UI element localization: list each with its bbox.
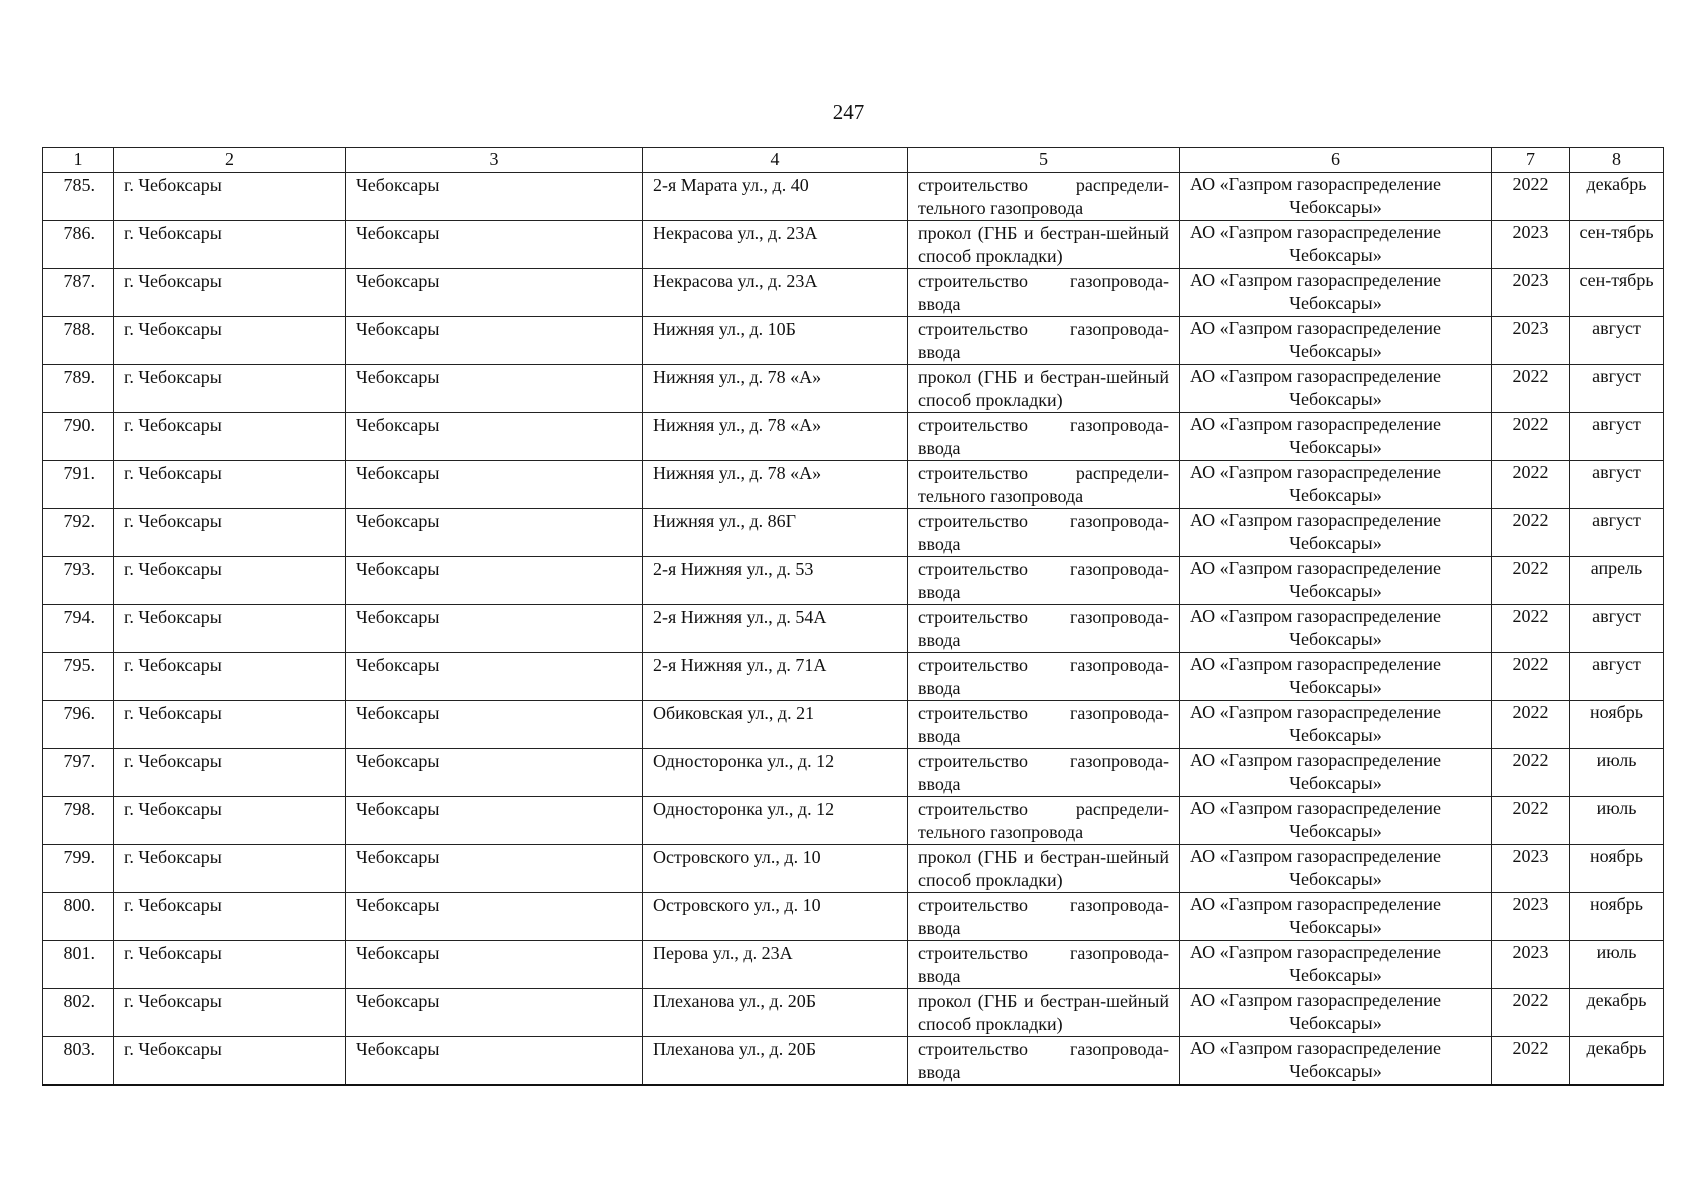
- locality-cell: Чебоксары: [346, 173, 643, 221]
- owner-name-line2: Чебоксары»: [1289, 485, 1382, 505]
- owner-name-line1: АО «Газпром газораспределение: [1190, 798, 1441, 818]
- row-number-cell: 786.: [43, 221, 114, 269]
- month-cell: декабрь: [1570, 173, 1664, 221]
- owner-cell: [1180, 557, 1492, 605]
- year-cell: 2023: [1492, 269, 1570, 317]
- address-cell: Нижняя ул., д. 78 «А»: [643, 461, 908, 509]
- work-type-cell: прокол (ГНБ и бестран-шейный способ прокладки): [908, 221, 1180, 269]
- address-cell: Нижняя ул., д. 78 «А»: [643, 413, 908, 461]
- locality-cell: Чебоксары: [346, 653, 643, 701]
- owner-name-line2: Чебоксары»: [1289, 1061, 1382, 1081]
- address-cell: Нижняя ул., д. 86Г: [643, 509, 908, 557]
- table-row: [43, 701, 1664, 749]
- locality-cell: Чебоксары: [346, 845, 643, 893]
- locality-cell: Чебоксары: [346, 221, 643, 269]
- district-cell: г. Чебоксары: [114, 797, 346, 845]
- table-row: [43, 653, 1664, 701]
- owner-name-line2: Чебоксары»: [1289, 821, 1382, 841]
- row-number-cell: 803.: [43, 1037, 114, 1086]
- page-number: 247: [832, 100, 865, 124]
- row-number-cell: 799.: [43, 845, 114, 893]
- owner-name-line1: АО «Газпром газораспределение: [1190, 846, 1441, 866]
- locality-cell: Чебоксары: [346, 365, 643, 413]
- locality-cell: Чебоксары: [346, 797, 643, 845]
- address-cell: Односторонка ул., д. 12: [643, 797, 908, 845]
- table-row: [43, 413, 1664, 461]
- owner-cell: [1180, 893, 1492, 941]
- row-number-cell: 795.: [43, 653, 114, 701]
- owner-name-line2: Чебоксары»: [1289, 341, 1382, 361]
- owner-name-line1: АО «Газпром газораспределение: [1190, 414, 1441, 434]
- table-row: [43, 797, 1664, 845]
- month-cell: сен-тябрь: [1570, 269, 1664, 317]
- row-number-cell: 794.: [43, 605, 114, 653]
- address-cell: 2-я Нижняя ул., д. 53: [643, 557, 908, 605]
- owner-cell: [1180, 845, 1492, 893]
- owner-name-line2: Чебоксары»: [1289, 437, 1382, 457]
- table-row: [43, 173, 1664, 221]
- work-type-cell: строительство газопровода-ввода: [908, 509, 1180, 557]
- month-cell: август: [1570, 509, 1664, 557]
- work-type-cell: строительство газопровода-ввода: [908, 317, 1180, 365]
- district-cell: г. Чебоксары: [114, 845, 346, 893]
- month-cell: август: [1570, 365, 1664, 413]
- work-type-cell: прокол (ГНБ и бестран-шейный способ прокладки): [908, 845, 1180, 893]
- owner-name-line2: Чебоксары»: [1289, 965, 1382, 985]
- work-type-cell: строительство газопровода-ввода: [908, 893, 1180, 941]
- address-cell: Некрасова ул., д. 23А: [643, 269, 908, 317]
- owner-cell: [1180, 317, 1492, 365]
- table-row: [43, 221, 1664, 269]
- year-cell: 2022: [1492, 413, 1570, 461]
- owner-name-line1: АО «Газпром газораспределение: [1190, 558, 1441, 578]
- year-cell: 2023: [1492, 941, 1570, 989]
- row-number-cell: 800.: [43, 893, 114, 941]
- district-cell: г. Чебоксары: [114, 269, 346, 317]
- year-cell: 2022: [1492, 1037, 1570, 1086]
- work-type-cell: строительство газопровода-ввода: [908, 653, 1180, 701]
- owner-cell: [1180, 1037, 1492, 1086]
- district-cell: г. Чебоксары: [114, 701, 346, 749]
- month-cell: ноябрь: [1570, 845, 1664, 893]
- row-number-cell: 796.: [43, 701, 114, 749]
- month-cell: август: [1570, 317, 1664, 365]
- owner-name-line2: Чебоксары»: [1289, 293, 1382, 313]
- owner-name-line1: АО «Газпром газораспределение: [1190, 750, 1441, 770]
- month-cell: ноябрь: [1570, 701, 1664, 749]
- work-type-cell: строительство газопровода-ввода: [908, 1037, 1180, 1086]
- locality-cell: Чебоксары: [346, 989, 643, 1037]
- locality-cell: Чебоксары: [346, 941, 643, 989]
- row-number-cell: 792.: [43, 509, 114, 557]
- owner-name-line1: АО «Газпром газораспределение: [1190, 318, 1441, 338]
- month-cell: декабрь: [1570, 989, 1664, 1037]
- owner-cell: [1180, 989, 1492, 1037]
- table-row: [43, 461, 1664, 509]
- owner-name-line2: Чебоксары»: [1289, 197, 1382, 217]
- locality-cell: Чебоксары: [346, 893, 643, 941]
- column-header-6: 6: [1180, 148, 1492, 173]
- registry-table: [42, 147, 1664, 1086]
- locality-cell: Чебоксары: [346, 317, 643, 365]
- address-cell: Плеханова ул., д. 20Б: [643, 989, 908, 1037]
- row-number-cell: 797.: [43, 749, 114, 797]
- table-body: [43, 173, 1664, 1086]
- district-cell: г. Чебоксары: [114, 893, 346, 941]
- owner-name-line2: Чебоксары»: [1289, 245, 1382, 265]
- row-number-cell: 789.: [43, 365, 114, 413]
- year-cell: 2022: [1492, 509, 1570, 557]
- month-cell: август: [1570, 605, 1664, 653]
- district-cell: г. Чебоксары: [114, 989, 346, 1037]
- address-cell: Плеханова ул., д. 20Б: [643, 1037, 908, 1086]
- owner-name-line2: Чебоксары»: [1289, 581, 1382, 601]
- owner-name-line1: АО «Газпром газораспределение: [1190, 606, 1441, 626]
- row-number-cell: 798.: [43, 797, 114, 845]
- address-cell: 2-я Марата ул., д. 40: [643, 173, 908, 221]
- work-type-cell: строительство газопровода-ввода: [908, 605, 1180, 653]
- year-cell: 2022: [1492, 605, 1570, 653]
- month-cell: декабрь: [1570, 1037, 1664, 1086]
- work-type-cell: строительство распредели-тельного газопровода: [908, 173, 1180, 221]
- year-cell: 2022: [1492, 701, 1570, 749]
- month-cell: август: [1570, 653, 1664, 701]
- locality-cell: Чебоксары: [346, 413, 643, 461]
- owner-cell: [1180, 461, 1492, 509]
- district-cell: г. Чебоксары: [114, 653, 346, 701]
- address-cell: 2-я Нижняя ул., д. 54А: [643, 605, 908, 653]
- year-cell: 2022: [1492, 797, 1570, 845]
- district-cell: г. Чебоксары: [114, 941, 346, 989]
- work-type-cell: строительство газопровода-ввода: [908, 701, 1180, 749]
- district-cell: г. Чебоксары: [114, 557, 346, 605]
- year-cell: 2022: [1492, 749, 1570, 797]
- district-cell: г. Чебоксары: [114, 509, 346, 557]
- table-row: [43, 989, 1664, 1037]
- table-row: [43, 941, 1664, 989]
- table-row: [43, 1037, 1664, 1086]
- address-cell: Обиковская ул., д. 21: [643, 701, 908, 749]
- table-row: [43, 845, 1664, 893]
- owner-name-line2: Чебоксары»: [1289, 869, 1382, 889]
- header-row: [43, 148, 1664, 173]
- locality-cell: Чебоксары: [346, 605, 643, 653]
- district-cell: г. Чебоксары: [114, 413, 346, 461]
- locality-cell: Чебоксары: [346, 557, 643, 605]
- year-cell: 2022: [1492, 365, 1570, 413]
- owner-name-line1: АО «Газпром газораспределение: [1190, 654, 1441, 674]
- year-cell: 2023: [1492, 221, 1570, 269]
- table-row: [43, 317, 1664, 365]
- owner-name-line2: Чебоксары»: [1289, 533, 1382, 553]
- table-row: [43, 365, 1664, 413]
- column-header-3: 3: [346, 148, 643, 173]
- owner-name-line1: АО «Газпром газораспределение: [1190, 894, 1441, 914]
- year-cell: 2023: [1492, 845, 1570, 893]
- owner-name-line1: АО «Газпром газораспределение: [1190, 510, 1441, 530]
- owner-name-line1: АО «Газпром газораспределение: [1190, 174, 1441, 194]
- month-cell: июль: [1570, 749, 1664, 797]
- row-number-cell: 791.: [43, 461, 114, 509]
- locality-cell: Чебоксары: [346, 509, 643, 557]
- owner-cell: [1180, 605, 1492, 653]
- row-number-cell: 787.: [43, 269, 114, 317]
- district-cell: г. Чебоксары: [114, 1037, 346, 1086]
- address-cell: Нижняя ул., д. 78 «А»: [643, 365, 908, 413]
- column-header-4: 4: [643, 148, 908, 173]
- district-cell: г. Чебоксары: [114, 365, 346, 413]
- month-cell: июль: [1570, 941, 1664, 989]
- owner-cell: [1180, 749, 1492, 797]
- owner-cell: [1180, 269, 1492, 317]
- table-row: [43, 269, 1664, 317]
- locality-cell: Чебоксары: [346, 701, 643, 749]
- owner-cell: [1180, 941, 1492, 989]
- row-number-cell: 788.: [43, 317, 114, 365]
- district-cell: г. Чебоксары: [114, 221, 346, 269]
- column-header-1: 1: [43, 148, 114, 173]
- month-cell: июль: [1570, 797, 1664, 845]
- owner-cell: [1180, 413, 1492, 461]
- locality-cell: Чебоксары: [346, 461, 643, 509]
- owner-cell: [1180, 797, 1492, 845]
- owner-name-line2: Чебоксары»: [1289, 773, 1382, 793]
- owner-name-line2: Чебоксары»: [1289, 629, 1382, 649]
- year-cell: 2022: [1492, 653, 1570, 701]
- column-header-2: 2: [114, 148, 346, 173]
- table-row: [43, 605, 1664, 653]
- owner-cell: [1180, 365, 1492, 413]
- owner-name-line2: Чебоксары»: [1289, 1013, 1382, 1033]
- owner-name-line1: АО «Газпром газораспределение: [1190, 222, 1441, 242]
- owner-cell: [1180, 221, 1492, 269]
- address-cell: Односторонка ул., д. 12: [643, 749, 908, 797]
- district-cell: г. Чебоксары: [114, 317, 346, 365]
- address-cell: 2-я Нижняя ул., д. 71А: [643, 653, 908, 701]
- district-cell: г. Чебоксары: [114, 173, 346, 221]
- work-type-cell: строительство газопровода-ввода: [908, 749, 1180, 797]
- owner-name-line1: АО «Газпром газораспределение: [1190, 270, 1441, 290]
- row-number-cell: 785.: [43, 173, 114, 221]
- year-cell: 2022: [1492, 173, 1570, 221]
- address-cell: Островского ул., д. 10: [643, 893, 908, 941]
- month-cell: ноябрь: [1570, 893, 1664, 941]
- table-row: [43, 557, 1664, 605]
- month-cell: апрель: [1570, 557, 1664, 605]
- owner-name-line1: АО «Газпром газораспределение: [1190, 366, 1441, 386]
- address-cell: Островского ул., д. 10: [643, 845, 908, 893]
- month-cell: сен-тябрь: [1570, 221, 1664, 269]
- column-header-7: 7: [1492, 148, 1570, 173]
- locality-cell: Чебоксары: [346, 269, 643, 317]
- district-cell: г. Чебоксары: [114, 605, 346, 653]
- owner-name-line2: Чебоксары»: [1289, 725, 1382, 745]
- table-row: [43, 893, 1664, 941]
- locality-cell: Чебоксары: [346, 749, 643, 797]
- work-type-cell: строительство газопровода-ввода: [908, 941, 1180, 989]
- row-number-cell: 793.: [43, 557, 114, 605]
- owner-name-line2: Чебоксары»: [1289, 917, 1382, 937]
- table-row: [43, 509, 1664, 557]
- owner-name-line1: АО «Газпром газораспределение: [1190, 702, 1441, 722]
- row-number-cell: 801.: [43, 941, 114, 989]
- owner-name-line1: АО «Газпром газораспределение: [1190, 942, 1441, 962]
- address-cell: Нижняя ул., д. 10Б: [643, 317, 908, 365]
- district-cell: г. Чебоксары: [114, 749, 346, 797]
- address-cell: Некрасова ул., д. 23А: [643, 221, 908, 269]
- row-number-cell: 802.: [43, 989, 114, 1037]
- work-type-cell: прокол (ГНБ и бестран-шейный способ прокладки): [908, 989, 1180, 1037]
- district-cell: г. Чебоксары: [114, 461, 346, 509]
- column-header-8: 8: [1570, 148, 1664, 173]
- locality-cell: Чебоксары: [346, 1037, 643, 1086]
- owner-cell: [1180, 653, 1492, 701]
- month-cell: август: [1570, 413, 1664, 461]
- work-type-cell: строительство распредели-тельного газопровода: [908, 797, 1180, 845]
- table-row: [43, 749, 1664, 797]
- year-cell: 2023: [1492, 317, 1570, 365]
- owner-name-line1: АО «Газпром газораспределение: [1190, 462, 1441, 482]
- owner-cell: [1180, 509, 1492, 557]
- year-cell: 2022: [1492, 557, 1570, 605]
- month-cell: август: [1570, 461, 1664, 509]
- work-type-cell: строительство газопровода-ввода: [908, 269, 1180, 317]
- row-number-cell: 790.: [43, 413, 114, 461]
- owner-name-line1: АО «Газпром газораспределение: [1190, 1038, 1441, 1058]
- year-cell: 2023: [1492, 893, 1570, 941]
- owner-name-line1: АО «Газпром газораспределение: [1190, 990, 1441, 1010]
- year-cell: 2022: [1492, 989, 1570, 1037]
- address-cell: Перова ул., д. 23А: [643, 941, 908, 989]
- owner-cell: [1180, 701, 1492, 749]
- owner-name-line2: Чебоксары»: [1289, 389, 1382, 409]
- year-cell: 2022: [1492, 461, 1570, 509]
- work-type-cell: строительство распредели-тельного газопровода: [908, 461, 1180, 509]
- work-type-cell: прокол (ГНБ и бестран-шейный способ прокладки): [908, 365, 1180, 413]
- column-header-5: 5: [908, 148, 1180, 173]
- work-type-cell: строительство газопровода-ввода: [908, 413, 1180, 461]
- owner-name-line2: Чебоксары»: [1289, 677, 1382, 697]
- owner-cell: [1180, 173, 1492, 221]
- work-type-cell: строительство газопровода-ввода: [908, 557, 1180, 605]
